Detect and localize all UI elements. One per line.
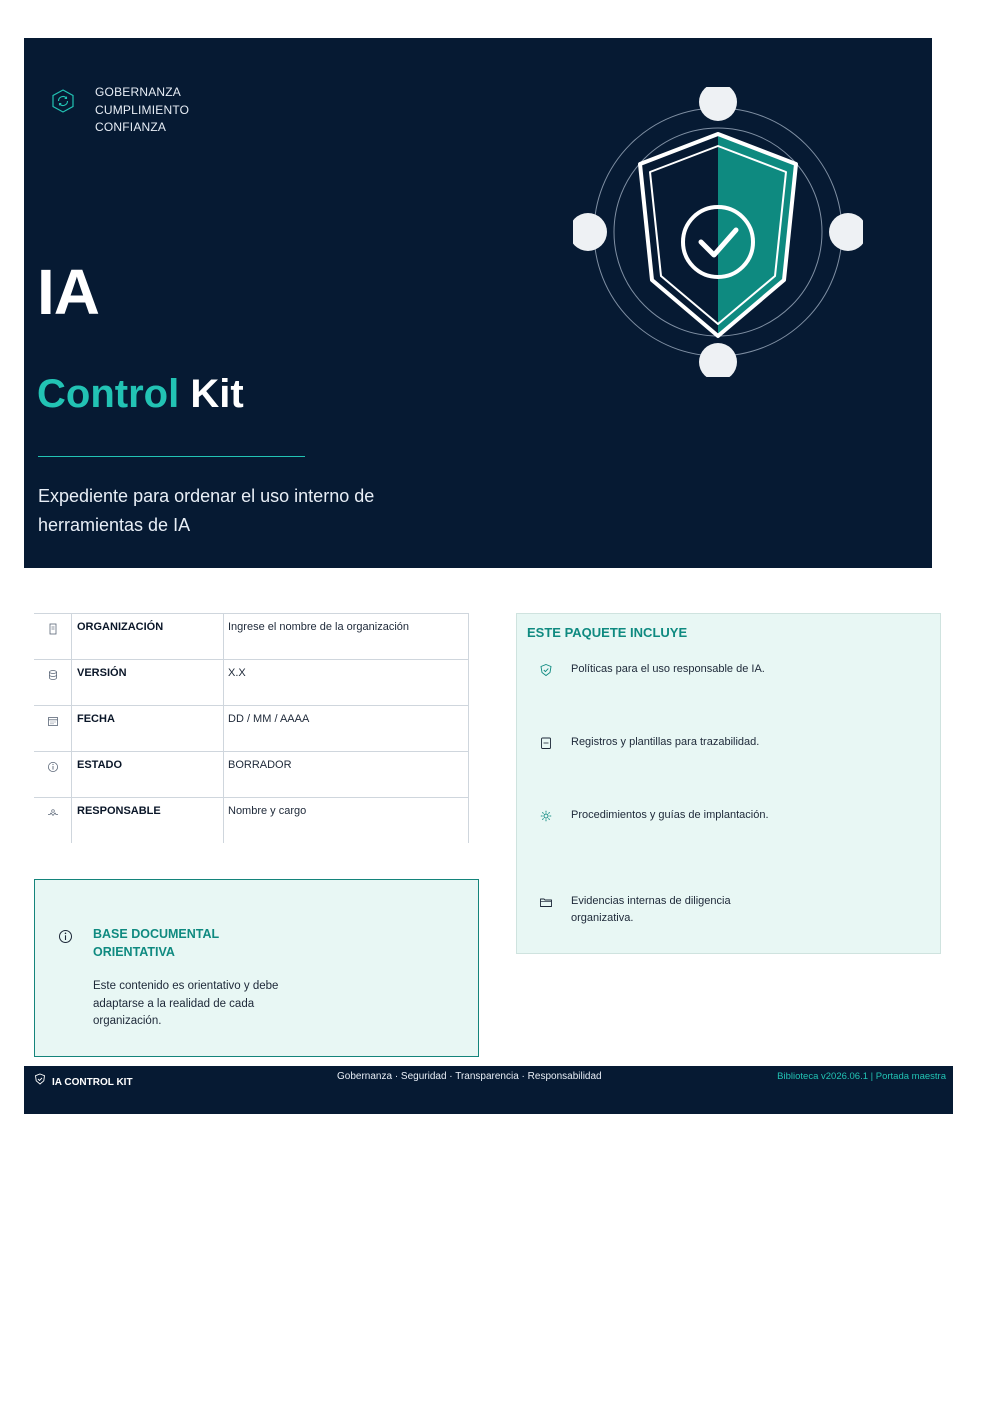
database-icon [47, 669, 59, 681]
tagline-line: CONFIANZA [95, 120, 167, 134]
title-accent: Control [37, 372, 180, 416]
footer-values: Gobernanza · Seguridad · Transparencia · Responsabilidad [337, 1071, 602, 1082]
cover-subtitle: Expediente para ordenar el uso interno de herramientas de IA [38, 486, 375, 535]
info-icon [58, 929, 73, 944]
list-item [539, 893, 919, 927]
list-item [539, 661, 919, 678]
note-title: BASE DOCUMENTAL ORIENTATIVA [93, 927, 219, 959]
person-icon [47, 807, 59, 819]
includes-item-text: Evidencias internas de diligencia organizativa. [571, 895, 731, 924]
metadata-label: ESTADO [72, 752, 224, 797]
guidance-note [34, 879, 479, 1057]
shield-icon [34, 1073, 46, 1085]
list-item [539, 807, 919, 824]
metadata-label: RESPONSABLE [72, 798, 224, 843]
title-main: IA [37, 256, 99, 328]
calendar-icon [47, 715, 59, 727]
document-metadata-table [34, 613, 469, 843]
folder-icon [539, 895, 553, 909]
includes-title: ESTE PAQUETE INCLUYE [527, 625, 688, 640]
includes-item-text: Procedimientos y guías de implantación. [571, 809, 769, 821]
table-row [34, 660, 469, 706]
metadata-label: FECHA [72, 706, 224, 751]
status-field[interactable]: BORRADOR [224, 752, 469, 797]
table-row [34, 752, 469, 798]
shield-check-icon [539, 663, 553, 677]
footer-brand: IA CONTROL KIT [52, 1077, 133, 1088]
includes-item-text: Registros y plantillas para trazabilidad. [571, 736, 760, 748]
package-includes-panel [516, 613, 941, 954]
gear-icon [539, 809, 553, 823]
tagline-line: CUMPLIMIENTO [95, 102, 190, 117]
list-item [539, 734, 919, 751]
register-icon [539, 736, 553, 750]
shield-check-illustration-icon [570, 84, 866, 380]
tagline [95, 84, 189, 137]
date-field[interactable]: DD / MM / AAAA [224, 706, 469, 751]
metadata-label: VERSIÓN [72, 660, 224, 705]
note-text: Este contenido es orientativo y debe adaptarse a la realidad de cada organización. [93, 980, 279, 1027]
title-kit [37, 368, 244, 420]
includes-item-text: Políticas para el uso responsable de IA. [571, 663, 765, 675]
responsible-field[interactable]: Nombre y cargo [224, 798, 469, 843]
title-rest: Kit [190, 372, 244, 416]
table-row [34, 706, 469, 752]
cover-hero [24, 38, 932, 568]
page-footer [24, 1066, 953, 1114]
tagline-line: GOBERNANZA [95, 85, 182, 99]
organization-field[interactable]: Ingrese el nombre de la organización [224, 614, 469, 659]
metadata-label: ORGANIZACIÓN [72, 614, 224, 659]
brand-hexagon-icon [50, 88, 76, 114]
title-divider [38, 456, 305, 457]
table-row [34, 798, 469, 843]
version-field[interactable]: X.X [224, 660, 469, 705]
document-icon [47, 623, 59, 635]
footer-version: Biblioteca v2026.06.1 | Portada maestra [777, 1071, 946, 1082]
info-icon [47, 761, 59, 773]
table-row [34, 614, 469, 660]
